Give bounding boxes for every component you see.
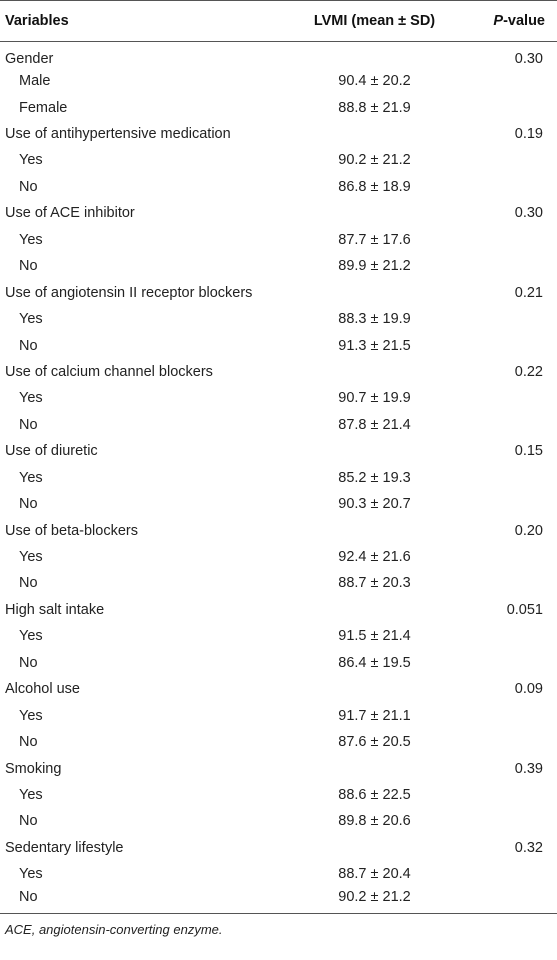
lvmi-value: 90.3 ± 20.7 (338, 496, 411, 513)
p-value-empty (467, 227, 557, 253)
p-value-empty (467, 68, 557, 94)
header-lvmi: LVMI (mean ± SD) (313, 13, 436, 29)
group-row (0, 279, 557, 305)
table-row (0, 650, 557, 676)
group-p-value: 0.39 (514, 760, 543, 777)
group-label: High salt intake (5, 601, 105, 618)
group-row (0, 517, 557, 543)
group-lvmi-empty (282, 676, 467, 702)
header-variables: Variables (5, 13, 69, 29)
table-row (0, 253, 557, 279)
subgroup-label: Yes (19, 390, 43, 407)
table-row (0, 147, 557, 173)
subgroup-label: No (19, 178, 38, 195)
subgroup-label: No (19, 654, 38, 671)
lvmi-value: 88.6 ± 22.5 (338, 786, 411, 803)
group-row (0, 835, 557, 861)
group-label: Use of calcium channel blockers (5, 363, 213, 380)
group-row (0, 438, 557, 464)
subgroup-label: Yes (19, 311, 43, 328)
lvmi-value: 88.8 ± 21.9 (338, 99, 411, 116)
group-label: Use of beta-blockers (5, 522, 138, 539)
subgroup-label: No (0, 888, 282, 914)
group-p-value: 0.15 (514, 443, 543, 460)
table-footnote: ACE, angiotensin-converting enzyme. (5, 922, 223, 938)
group-label: Alcohol use (5, 681, 80, 698)
group-p-value: 0.30 (514, 205, 543, 222)
group-label: Gender (5, 50, 54, 67)
group-p-value: 0.30 (514, 50, 543, 67)
subgroup-label: Yes (19, 152, 43, 169)
group-row (0, 755, 557, 781)
header-p-italic: P (493, 13, 504, 29)
lvmi-value: 87.6 ± 20.5 (338, 734, 411, 751)
lvmi-value: 88.7 ± 20.4 (338, 866, 411, 883)
header-row (0, 1, 557, 42)
p-value-empty (467, 94, 557, 120)
subgroup-label: Yes (19, 231, 43, 248)
subgroup-label: Yes (19, 628, 43, 645)
table-row (0, 385, 557, 411)
lvmi-value: 90.4 ± 20.2 (338, 73, 411, 90)
lvmi-value: 90.2 ± 21.2 (282, 888, 467, 914)
group-lvmi-empty (282, 200, 467, 226)
group-lvmi-empty (282, 279, 467, 305)
table-row (0, 332, 557, 358)
p-value-empty (467, 808, 557, 834)
lvmi-value: 85.2 ± 19.3 (338, 469, 411, 486)
lvmi-value: 90.2 ± 21.2 (338, 152, 411, 169)
group-label: Use of antihypertensive medication (5, 126, 231, 143)
group-row (0, 676, 557, 702)
lvmi-value: 90.7 ± 19.9 (338, 390, 411, 407)
p-value-empty (467, 782, 557, 808)
table-row (0, 227, 557, 253)
group-lvmi-empty (282, 597, 467, 623)
group-row (0, 359, 557, 385)
lvmi-value: 88.3 ± 19.9 (338, 311, 411, 328)
table-row (0, 702, 557, 728)
p-value-empty (467, 332, 557, 358)
subgroup-label: Yes (19, 549, 43, 566)
p-value-empty (467, 412, 557, 438)
table-row (0, 412, 557, 438)
p-value-empty (467, 650, 557, 676)
group-row (0, 597, 557, 623)
p-value-empty (467, 570, 557, 596)
group-p-value: 0.20 (514, 522, 543, 539)
group-label: Sedentary lifestyle (5, 839, 124, 856)
p-value-empty (467, 174, 557, 200)
table-row (0, 861, 557, 887)
group-p-value: 0.09 (514, 681, 543, 698)
group-label: Use of diuretic (5, 443, 98, 460)
p-value-empty (467, 623, 557, 649)
p-value-empty (467, 888, 557, 914)
lvmi-value: 91.3 ± 21.5 (338, 337, 411, 354)
p-value-empty (467, 465, 557, 491)
p-value-empty (467, 491, 557, 517)
group-lvmi-empty (282, 42, 467, 68)
p-value-empty (467, 385, 557, 411)
group-label: Use of angiotensin II receptor blockers (5, 284, 253, 301)
p-value-empty (467, 544, 557, 570)
subgroup-label: Yes (19, 786, 43, 803)
table-row (0, 888, 557, 914)
p-value-empty (467, 702, 557, 728)
subgroup-label: Female (19, 99, 68, 116)
group-lvmi-empty (282, 359, 467, 385)
table-row (0, 544, 557, 570)
table-row (0, 94, 557, 120)
p-value-empty (467, 861, 557, 887)
group-lvmi-empty (282, 121, 467, 147)
subgroup-label: No (19, 813, 38, 830)
group-row (0, 200, 557, 226)
group-lvmi-empty (282, 835, 467, 861)
lvmi-value: 89.9 ± 21.2 (338, 258, 411, 275)
p-value-empty (467, 253, 557, 279)
subgroup-label: No (19, 496, 38, 513)
group-label: Smoking (5, 760, 62, 777)
subgroup-label: Male (19, 73, 51, 90)
subgroup-label: Yes (19, 469, 43, 486)
lvmi-value: 91.5 ± 21.4 (338, 628, 411, 645)
table-body (0, 42, 557, 914)
table-row (0, 306, 557, 332)
lvmi-value: 87.7 ± 17.6 (338, 231, 411, 248)
p-value-empty (467, 147, 557, 173)
table-row (0, 782, 557, 808)
subgroup-label: Yes (19, 866, 43, 883)
table-row (0, 465, 557, 491)
table-row (0, 68, 557, 94)
group-p-value: 0.051 (506, 601, 543, 618)
group-row (0, 42, 557, 68)
lvmi-value: 88.7 ± 20.3 (338, 575, 411, 592)
lvmi-value: 92.4 ± 21.6 (338, 549, 411, 566)
lvmi-value: 86.4 ± 19.5 (338, 654, 411, 671)
group-lvmi-empty (282, 438, 467, 464)
table-row (0, 808, 557, 834)
group-lvmi-empty (282, 517, 467, 543)
group-p-value: 0.22 (514, 363, 543, 380)
table-row (0, 570, 557, 596)
group-p-value: 0.21 (514, 284, 543, 301)
table-row (0, 174, 557, 200)
subgroup-label: No (19, 337, 38, 354)
table-row (0, 491, 557, 517)
lvmi-value: 89.8 ± 20.6 (338, 813, 411, 830)
table-header (0, 1, 557, 42)
p-value-empty (467, 306, 557, 332)
table-row (0, 729, 557, 755)
subgroup-label: No (19, 258, 38, 275)
table-row (0, 623, 557, 649)
group-row (0, 121, 557, 147)
subgroup-label: Yes (19, 707, 43, 724)
group-p-value: 0.19 (514, 126, 543, 143)
header-p-value (467, 1, 557, 42)
group-label: Use of ACE inhibitor (5, 205, 135, 222)
group-lvmi-empty (282, 755, 467, 781)
group-p-value: 0.32 (514, 839, 543, 856)
header-p-rest: -value (503, 13, 545, 29)
p-value-empty (467, 729, 557, 755)
subgroup-label: No (19, 575, 38, 592)
subgroup-label: No (19, 734, 38, 751)
lvmi-value: 87.8 ± 21.4 (338, 416, 411, 433)
lvmi-value: 91.7 ± 21.1 (338, 707, 411, 724)
lvmi-value: 86.8 ± 18.9 (338, 178, 411, 195)
subgroup-label: No (19, 416, 38, 433)
